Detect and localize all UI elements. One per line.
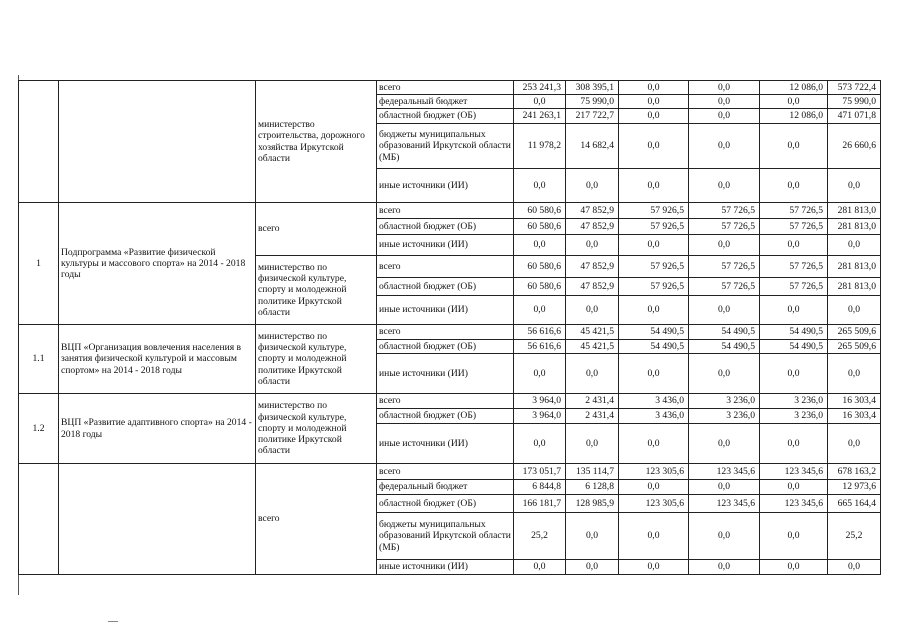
cell-value: 26 660,6 <box>828 124 881 169</box>
cell-value: 54 490,5 <box>689 325 760 340</box>
cell-value: 0,0 <box>566 354 619 394</box>
cell-value: 135 114,7 <box>566 464 619 480</box>
cell-value: 0,0 <box>689 560 760 575</box>
cell-value: 0,0 <box>619 424 689 464</box>
cell-value: 57 726,5 <box>689 278 760 296</box>
cell-value: 0,0 <box>828 296 881 325</box>
cell-source: областной бюджет (ОБ) <box>377 278 514 296</box>
table-row <box>19 394 881 409</box>
cell-value: 0,0 <box>514 424 566 464</box>
cell-value: 0,0 <box>619 513 689 560</box>
table-row <box>19 203 881 219</box>
cell-value: 2 431,4 <box>566 394 619 409</box>
cell-value: 0,0 <box>566 235 619 256</box>
cell-value: 0,0 <box>619 81 689 95</box>
cell-value: 0,0 <box>828 235 881 256</box>
cell-value: 75 990,0 <box>828 95 881 109</box>
cell-value: 166 181,7 <box>514 495 566 513</box>
cell-value: 128 985,9 <box>566 495 619 513</box>
cell-value: 12 973,6 <box>828 480 881 495</box>
cell-number: 1.1 <box>19 325 59 394</box>
cell-value: 0,0 <box>828 354 881 394</box>
cell-value: 75 990,0 <box>566 95 619 109</box>
cell-source: федеральный бюджет <box>377 95 514 109</box>
cell-value: 57 926,5 <box>619 203 689 219</box>
cell-source: всего <box>377 464 514 480</box>
cell-value: 217 722,7 <box>566 109 619 124</box>
cell-value: 123 345,6 <box>760 495 828 513</box>
scan-speck <box>108 621 118 622</box>
cell-number: 1 <box>19 203 59 325</box>
cell-value: 0,0 <box>689 169 760 203</box>
cell-value: 0,0 <box>760 235 828 256</box>
cell-value: 0,0 <box>760 560 828 575</box>
cell-value: 54 490,5 <box>619 340 689 354</box>
cell-value: 25,2 <box>828 513 881 560</box>
table-row <box>19 464 881 480</box>
cell-value: 173 051,7 <box>514 464 566 480</box>
cell-program <box>59 81 256 203</box>
cell-source: иные источники (ИИ) <box>377 296 514 325</box>
cell-value: 123 345,6 <box>689 495 760 513</box>
cell-executor: всего <box>256 203 377 256</box>
cell-source: областной бюджет (ОБ) <box>377 409 514 424</box>
cell-value: 665 164,4 <box>828 495 881 513</box>
cell-source: областной бюджет (ОБ) <box>377 340 514 354</box>
cell-value: 678 163,2 <box>828 464 881 480</box>
cell-value: 281 813,0 <box>828 278 881 296</box>
cell-value: 241 263,1 <box>514 109 566 124</box>
cell-value: 0,0 <box>619 95 689 109</box>
cell-value: 47 852,9 <box>566 278 619 296</box>
cell-value: 56 616,6 <box>514 340 566 354</box>
cell-value: 123 345,6 <box>760 464 828 480</box>
cell-value: 47 852,9 <box>566 203 619 219</box>
cell-value: 12 086,0 <box>760 81 828 95</box>
cell-value: 57 726,5 <box>760 219 828 235</box>
cell-value: 57 926,5 <box>619 278 689 296</box>
cell-value: 45 421,5 <box>566 340 619 354</box>
cell-value: 123 345,6 <box>689 464 760 480</box>
cell-value: 265 509,6 <box>828 325 881 340</box>
cell-source: иные источники (ИИ) <box>377 560 514 575</box>
cell-value: 0,0 <box>514 296 566 325</box>
cell-value: 2 431,4 <box>566 409 619 424</box>
cell-value: 3 236,0 <box>689 394 760 409</box>
cell-value: 0,0 <box>619 235 689 256</box>
cell-value: 57 726,5 <box>760 256 828 278</box>
cell-source: иные источники (ИИ) <box>377 354 514 394</box>
cell-program: Подпрограмма «Развитие физической культуры и массового спорта» на 2014 - 2018 годы <box>59 203 256 325</box>
cell-number <box>19 464 59 575</box>
cell-value: 0,0 <box>689 354 760 394</box>
cell-value: 0,0 <box>689 81 760 95</box>
cell-program: ВЦП «Организация вовлечения населения в занятия физической культурой и массовым спортом» на 2014 - 2018 годы <box>59 325 256 394</box>
table-row <box>19 325 881 340</box>
cell-source: иные источники (ИИ) <box>377 424 514 464</box>
cell-value: 14 682,4 <box>566 124 619 169</box>
cell-value: 54 490,5 <box>619 325 689 340</box>
cell-value: 0,0 <box>828 424 881 464</box>
table-row <box>19 81 881 95</box>
cell-executor: министерство по физической культуре, спорту и молодежной политике Иркутской области <box>256 325 377 394</box>
cell-source: бюджеты муниципальных образований Иркутской области (МБ) <box>377 124 514 169</box>
cell-value: 0,0 <box>828 560 881 575</box>
cell-value: 60 580,6 <box>514 203 566 219</box>
cell-source: всего <box>377 325 514 340</box>
cell-source: бюджеты муниципальных образований Иркутской области (МБ) <box>377 513 514 560</box>
cell-value: 3 964,0 <box>514 394 566 409</box>
cell-executor: министерство по физической культуре, спорту и молодежной политике Иркутской области <box>256 394 377 464</box>
cell-source: областной бюджет (ОБ) <box>377 219 514 235</box>
cell-value: 265 509,6 <box>828 340 881 354</box>
cell-value: 57 926,5 <box>619 256 689 278</box>
cell-value: 0,0 <box>619 296 689 325</box>
cell-value: 0,0 <box>619 560 689 575</box>
cell-value: 0,0 <box>760 95 828 109</box>
cell-value: 0,0 <box>828 169 881 203</box>
budget-table <box>18 80 881 575</box>
cell-value: 57 726,5 <box>689 256 760 278</box>
cell-value: 0,0 <box>619 109 689 124</box>
cell-value: 0,0 <box>689 480 760 495</box>
cell-value: 60 580,6 <box>514 256 566 278</box>
cell-executor: министерство по физической культуре, спорту и молодежной политике Иркутской области <box>256 256 377 325</box>
cell-value: 0,0 <box>514 235 566 256</box>
cell-value: 0,0 <box>514 169 566 203</box>
cell-value: 253 241,3 <box>514 81 566 95</box>
cell-executor: всего <box>256 464 377 575</box>
cell-value: 56 616,6 <box>514 325 566 340</box>
cell-value: 60 580,6 <box>514 278 566 296</box>
cell-value: 0,0 <box>566 560 619 575</box>
cell-value: 0,0 <box>514 354 566 394</box>
cell-value: 123 305,6 <box>619 495 689 513</box>
cell-program: ВЦП «Развитие адаптивного спорта» на 2014 - 2018 годы <box>59 394 256 464</box>
cell-value: 0,0 <box>760 296 828 325</box>
cell-value: 16 303,4 <box>828 409 881 424</box>
cell-value: 0,0 <box>689 513 760 560</box>
cell-value: 0,0 <box>619 480 689 495</box>
cell-value: 11 978,2 <box>514 124 566 169</box>
cell-number <box>19 81 59 203</box>
cell-value: 0,0 <box>689 235 760 256</box>
cell-value: 57 726,5 <box>760 278 828 296</box>
cell-value: 0,0 <box>689 109 760 124</box>
cell-value: 0,0 <box>689 424 760 464</box>
cell-value: 0,0 <box>689 95 760 109</box>
cell-value: 471 071,8 <box>828 109 881 124</box>
cell-value: 16 303,4 <box>828 394 881 409</box>
cell-source: всего <box>377 81 514 95</box>
cell-executor: министерство строительства, дорожного хозяйства Иркутской области <box>256 81 377 203</box>
cell-value: 47 852,9 <box>566 219 619 235</box>
cell-value: 12 086,0 <box>760 109 828 124</box>
cell-source: областной бюджет (ОБ) <box>377 109 514 124</box>
cell-value: 3 236,0 <box>760 394 828 409</box>
cell-value: 57 926,5 <box>619 219 689 235</box>
cell-value: 123 305,6 <box>619 464 689 480</box>
cell-value: 57 726,5 <box>760 203 828 219</box>
cell-value: 0,0 <box>619 169 689 203</box>
cell-value: 54 490,5 <box>689 340 760 354</box>
cell-value: 0,0 <box>689 124 760 169</box>
cell-source: всего <box>377 256 514 278</box>
cell-value: 45 421,5 <box>566 325 619 340</box>
cell-value: 3 236,0 <box>760 409 828 424</box>
cell-value: 3 436,0 <box>619 409 689 424</box>
cell-source: всего <box>377 203 514 219</box>
cell-value: 0,0 <box>514 560 566 575</box>
cell-value: 0,0 <box>566 424 619 464</box>
cell-value: 0,0 <box>760 480 828 495</box>
cell-value: 25,2 <box>514 513 566 560</box>
cell-value: 0,0 <box>760 124 828 169</box>
cell-value: 0,0 <box>760 424 828 464</box>
cell-value: 0,0 <box>760 169 828 203</box>
cell-value: 0,0 <box>760 513 828 560</box>
cell-source: всего <box>377 394 514 409</box>
cell-value: 0,0 <box>566 513 619 560</box>
cell-value: 308 395,1 <box>566 81 619 95</box>
cell-source: областной бюджет (ОБ) <box>377 495 514 513</box>
cell-value: 0,0 <box>689 296 760 325</box>
cell-value: 0,0 <box>566 296 619 325</box>
cell-source: иные источники (ИИ) <box>377 169 514 203</box>
cell-value: 0,0 <box>619 354 689 394</box>
cell-value: 3 236,0 <box>689 409 760 424</box>
cell-value: 3 436,0 <box>619 394 689 409</box>
cell-value: 6 128,8 <box>566 480 619 495</box>
cell-value: 281 813,0 <box>828 203 881 219</box>
cell-value: 0,0 <box>514 95 566 109</box>
cell-value: 57 726,5 <box>689 203 760 219</box>
cell-value: 60 580,6 <box>514 219 566 235</box>
cell-value: 0,0 <box>566 169 619 203</box>
cell-value: 281 813,0 <box>828 256 881 278</box>
cell-value: 54 490,5 <box>760 325 828 340</box>
cell-value: 3 964,0 <box>514 409 566 424</box>
cell-number: 1.2 <box>19 394 59 464</box>
cell-program <box>59 464 256 575</box>
cell-value: 54 490,5 <box>760 340 828 354</box>
cell-value: 57 726,5 <box>689 219 760 235</box>
cell-value: 0,0 <box>760 354 828 394</box>
cell-value: 6 844,8 <box>514 480 566 495</box>
cell-value: 281 813,0 <box>828 219 881 235</box>
cell-value: 47 852,9 <box>566 256 619 278</box>
cell-value: 0,0 <box>619 124 689 169</box>
cell-source: федеральный бюджет <box>377 480 514 495</box>
cell-source: иные источники (ИИ) <box>377 235 514 256</box>
cell-value: 573 722,4 <box>828 81 881 95</box>
